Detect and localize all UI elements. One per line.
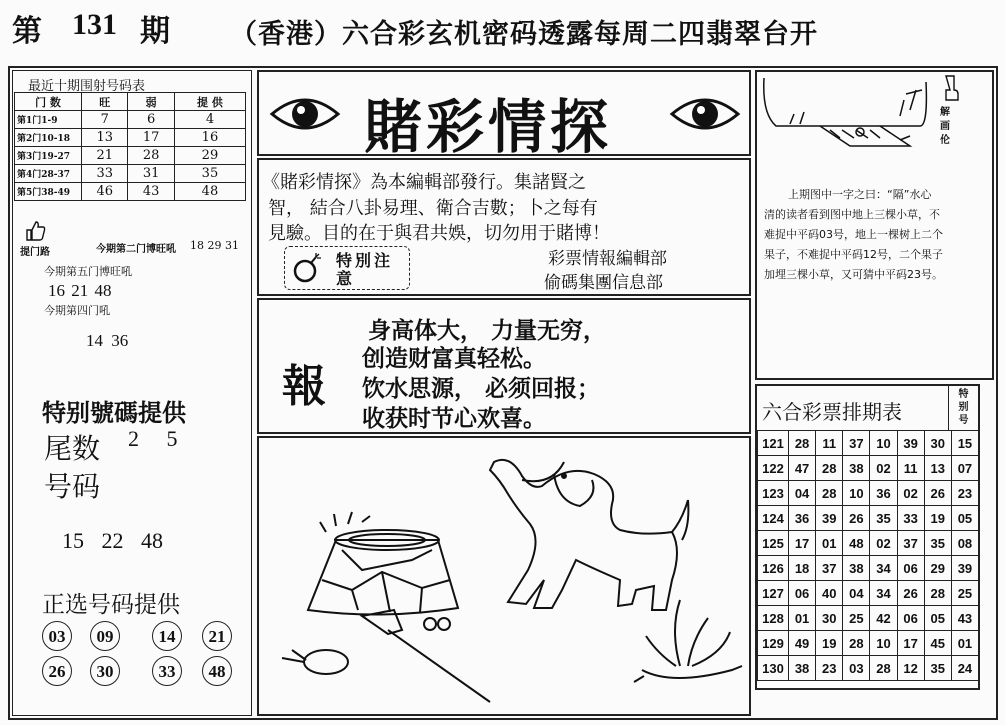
- number-label: 号码: [44, 470, 101, 503]
- issue-cell: 128: [758, 606, 789, 631]
- number-cell: 01: [816, 531, 843, 556]
- cell: 17: [128, 129, 174, 147]
- notice-text: 特別注意: [336, 251, 394, 288]
- special-cell: 08: [951, 531, 978, 556]
- number-cell: 38: [789, 656, 816, 681]
- number-cell: 06: [897, 556, 924, 581]
- poem-line: 收获时节心欢喜。: [362, 406, 546, 432]
- cell: 43: [128, 183, 174, 201]
- table-row: [758, 581, 979, 606]
- col-header: 提 供: [174, 93, 245, 111]
- special-cell: 43: [951, 606, 978, 631]
- table-row: [758, 506, 979, 531]
- recent-table: [14, 92, 246, 201]
- number-cell: 34: [870, 581, 897, 606]
- special-cell: 07: [951, 456, 978, 481]
- issue-cell: 130: [758, 656, 789, 681]
- cell: 13: [82, 129, 128, 147]
- cell: 33: [82, 165, 128, 183]
- cell: 28: [128, 147, 174, 165]
- number-cell: 30: [924, 431, 951, 456]
- issue-cell: 121: [758, 431, 789, 456]
- number-cell: 26: [924, 481, 951, 506]
- special-numbers: 15 22 48: [62, 528, 163, 553]
- table-row: [758, 606, 979, 631]
- issue-cell: 122: [758, 456, 789, 481]
- number-cell: 47: [789, 456, 816, 481]
- issue-cell: 127: [758, 581, 789, 606]
- schedule-table: [757, 430, 979, 681]
- number-cell: 37: [816, 556, 843, 581]
- number-cell: 30: [816, 606, 843, 631]
- special-cell: 39: [951, 556, 978, 581]
- thumbs-up-icon: [24, 220, 46, 242]
- issue-cell: 126: [758, 556, 789, 581]
- col-header: 弱: [128, 93, 174, 111]
- eye-icon-right: [668, 90, 742, 138]
- special-header: 特别号: [958, 389, 969, 426]
- number-cell: 01: [789, 606, 816, 631]
- elephant-stump-illustration: [262, 440, 746, 710]
- poem-line: 饮水思源， 必须回报；: [362, 376, 601, 402]
- table-row: [758, 656, 979, 681]
- number-cell: 02: [870, 456, 897, 481]
- number-cell: 02: [870, 531, 897, 556]
- number-cell: 11: [816, 431, 843, 456]
- number-cell: 05: [924, 606, 951, 631]
- number-cell: 17: [789, 531, 816, 556]
- bomb-icon: [290, 251, 324, 285]
- number-cell: 18: [789, 556, 816, 581]
- number-cell: 28: [870, 656, 897, 681]
- issue-cell: 124: [758, 506, 789, 531]
- number-cell: 10: [843, 481, 870, 506]
- number-cell: 40: [816, 581, 843, 606]
- number-cell: 25: [843, 606, 870, 631]
- number-cell: 28: [816, 456, 843, 481]
- col-header: 门 数: [15, 93, 82, 111]
- number-cell: 35: [924, 531, 951, 556]
- pick-number: 30: [90, 656, 120, 686]
- table-row: [758, 431, 979, 456]
- header-qi2-char: 期: [140, 14, 170, 49]
- number-cell: 10: [870, 631, 897, 656]
- cell: 31: [128, 165, 174, 183]
- number-cell: 49: [789, 631, 816, 656]
- tail-values: 2 5: [128, 426, 178, 451]
- number-cell: 12: [897, 656, 924, 681]
- number-cell: 04: [789, 481, 816, 506]
- number-cell: 35: [924, 656, 951, 681]
- recent-table-title: 最近十期围射号码表: [28, 79, 146, 94]
- issue-cell: 125: [758, 531, 789, 556]
- riddle-line: 难捉中平码03号，地上一棵树上二个: [764, 228, 943, 241]
- number-cell: 26: [843, 506, 870, 531]
- row-label: 第5门38-49: [15, 183, 82, 201]
- picks-title: 正选号码提供: [42, 592, 180, 618]
- cell: 35: [174, 165, 245, 183]
- eye-icon-left: [268, 90, 342, 138]
- pointing-hand-icon: [942, 74, 960, 104]
- row-label: 第1门1-9: [15, 111, 82, 129]
- table-row: [15, 147, 246, 165]
- cell: 16: [174, 129, 245, 147]
- number-cell: 36: [789, 506, 816, 531]
- number-cell: 34: [870, 556, 897, 581]
- number-cell: 28: [924, 581, 951, 606]
- number-cell: 48: [843, 531, 870, 556]
- number-cell: 38: [843, 556, 870, 581]
- poem-line: 身高体大， 力量无穷，: [368, 318, 607, 344]
- table-row: [758, 481, 979, 506]
- cell: 48: [174, 183, 245, 201]
- pick-number: 21: [202, 621, 232, 651]
- hint-label: 提门路: [20, 247, 50, 258]
- col-header: 旺: [82, 93, 128, 111]
- cell: 29: [174, 147, 245, 165]
- schedule-title: 六合彩票排期表: [762, 400, 902, 424]
- number-cell: 39: [816, 506, 843, 531]
- cell: 6: [128, 111, 174, 129]
- tail-label: 尾数: [44, 432, 101, 465]
- pick-number: 09: [90, 621, 120, 651]
- row-label: 第3门19-27: [15, 147, 82, 165]
- riddle-side-label: 解画伦: [940, 107, 950, 146]
- table-row: [15, 129, 246, 147]
- recent-table-header: [15, 93, 246, 111]
- special-cell: 01: [951, 631, 978, 656]
- banner-title: 賭彩情探: [364, 93, 613, 161]
- pick-number: 03: [42, 621, 72, 651]
- number-cell: 39: [897, 431, 924, 456]
- pick-number: 33: [152, 656, 182, 686]
- special-cell: 24: [951, 656, 978, 681]
- pick-number: 48: [202, 656, 232, 686]
- number-cell: 37: [843, 431, 870, 456]
- table-row: [15, 165, 246, 183]
- intro-line: 《賭彩情探》為本編輯部發行。集諸賢之: [262, 172, 586, 193]
- special-cell: 15: [951, 431, 978, 456]
- special-title: 特别號碼提供: [42, 399, 186, 427]
- poem-side: 報: [282, 361, 326, 412]
- table-row: [758, 556, 979, 581]
- number-cell: 45: [924, 631, 951, 656]
- number-cell: 19: [924, 506, 951, 531]
- number-cell: 28: [816, 481, 843, 506]
- door4-label: 今期第四门吼: [44, 304, 110, 317]
- number-cell: 35: [870, 506, 897, 531]
- number-cell: 28: [843, 631, 870, 656]
- number-cell: 23: [816, 656, 843, 681]
- riddle-line: 清的读者看到图中地上三棵小草，不: [764, 208, 940, 221]
- door5-numbers: 16 21 48: [48, 281, 112, 300]
- number-cell: 37: [897, 531, 924, 556]
- number-cell: 42: [870, 606, 897, 631]
- dept2: 偷碼集團信息部: [544, 273, 663, 293]
- riddle-line: 上期图中一字之曰：“隔”水心: [788, 188, 932, 201]
- special-cell: 25: [951, 581, 978, 606]
- number-cell: 26: [897, 581, 924, 606]
- table-row: [15, 111, 246, 129]
- number-cell: 03: [843, 656, 870, 681]
- number-cell: 13: [924, 456, 951, 481]
- issue-cell: 123: [758, 481, 789, 506]
- intro-line: 智， 結合八卦易理、衛合吉數；卜之每有: [268, 198, 598, 219]
- number-cell: 02: [897, 481, 924, 506]
- table-row: [758, 531, 979, 556]
- door2-numbers: 18 29 31: [190, 239, 239, 252]
- special-cell: 23: [951, 481, 978, 506]
- table-row: [15, 183, 246, 201]
- header-qi-char: 第: [12, 14, 42, 49]
- table-row: [758, 456, 979, 481]
- number-cell: 04: [843, 581, 870, 606]
- number-cell: 33: [897, 506, 924, 531]
- number-cell: 38: [843, 456, 870, 481]
- riddle-picture: [760, 74, 930, 166]
- number-cell: 19: [816, 631, 843, 656]
- number-cell: 11: [897, 456, 924, 481]
- row-label: 第2门10-18: [15, 129, 82, 147]
- door5-label: 今期第五门博旺吼: [44, 265, 132, 278]
- dept1: 彩票情報編輯部: [548, 249, 667, 269]
- issue-number: 131: [72, 8, 117, 41]
- special-header-cell: [948, 386, 978, 430]
- table-row: [758, 631, 979, 656]
- issue-cell: 129: [758, 631, 789, 656]
- number-cell: 06: [789, 581, 816, 606]
- pick-number: 26: [42, 656, 72, 686]
- row-label: 第4门28-37: [15, 165, 82, 183]
- special-cell: 05: [951, 506, 978, 531]
- poem-line: 创造财富真轻松。: [362, 346, 546, 372]
- number-cell: 36: [870, 481, 897, 506]
- number-cell: 10: [870, 431, 897, 456]
- door4-numbers: 14 36: [86, 331, 129, 350]
- door2-label: 今期第二门博旺吼: [96, 244, 176, 255]
- number-cell: 17: [897, 631, 924, 656]
- number-cell: 28: [789, 431, 816, 456]
- intro-line: 見驗。目的在于與君共娛，切勿用于賭博！: [268, 223, 610, 244]
- number-cell: 29: [924, 556, 951, 581]
- number-cell: 06: [897, 606, 924, 631]
- page-title: （香港）六合彩玄机密码透露每周二四翡翠台开: [230, 19, 818, 50]
- riddle-line: 果子，不难捉中平码12号，二个果子: [764, 248, 943, 261]
- cell: 7: [82, 111, 128, 129]
- cell: 21: [82, 147, 128, 165]
- cell: 4: [174, 111, 245, 129]
- riddle-line: 加埋三棵小草，又可猜中平码23号。: [764, 268, 943, 281]
- cell: 46: [82, 183, 128, 201]
- pick-number: 14: [152, 621, 182, 651]
